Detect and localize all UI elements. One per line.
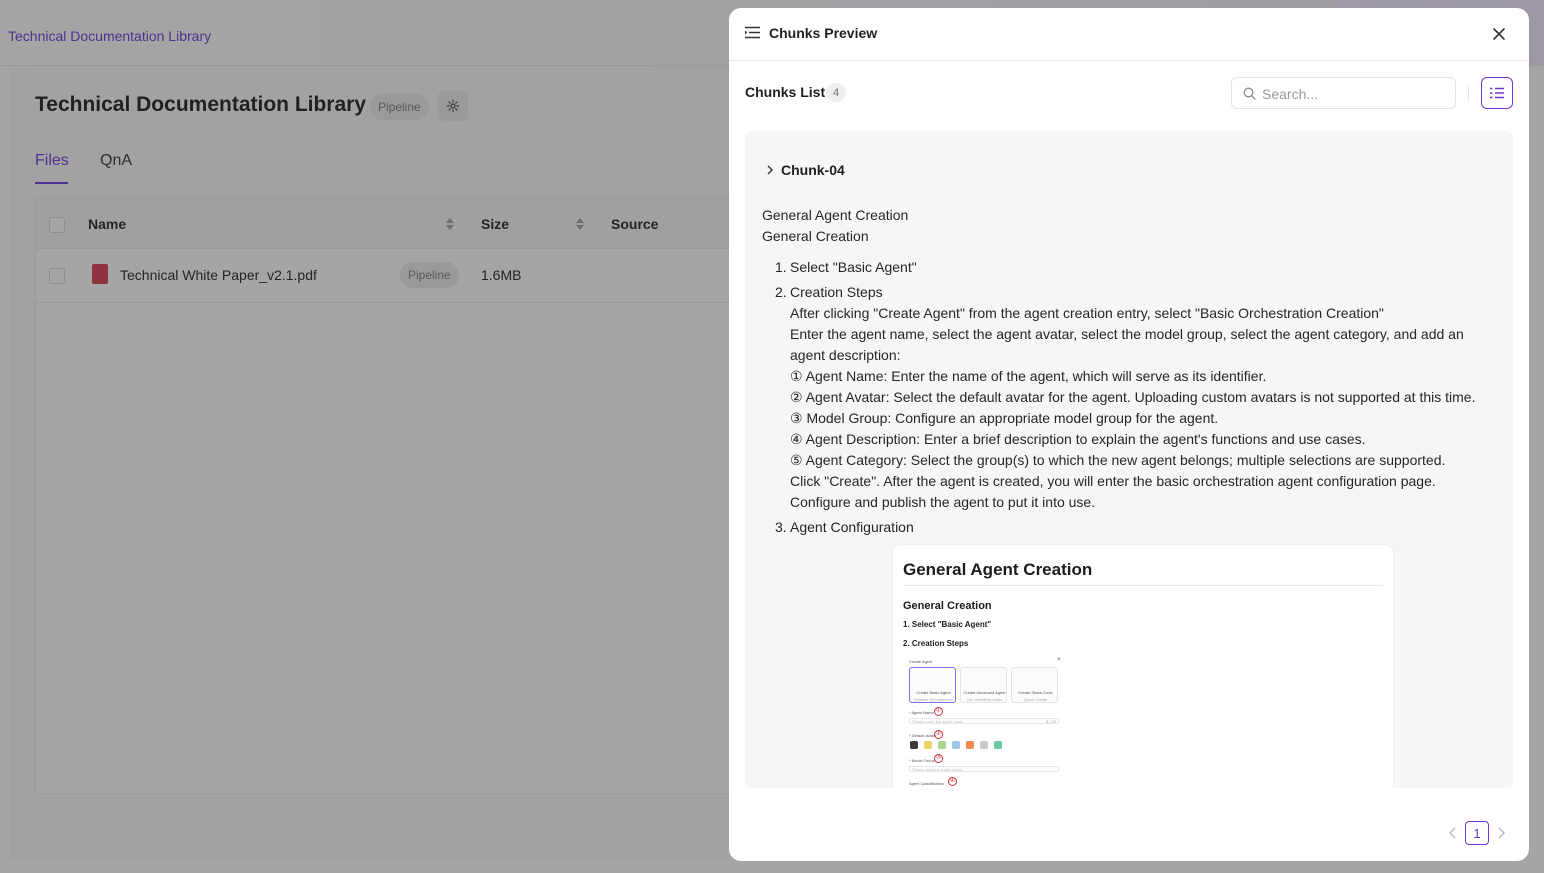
chunk-heading-1: General Agent Creation	[762, 207, 909, 223]
chevron-right-icon[interactable]	[1496, 827, 1506, 839]
chevron-right-icon	[765, 165, 775, 175]
page-1-button[interactable]: 1	[1465, 821, 1489, 845]
image-create-agent-dialog: Create Agent × Create Basic Agent Suitable for beginners Create Advanced Agent Use Workflow mode Create Share Code Quick Create * Agent Name ① Please enter the agent name 0 / 20 * Default avatar ② * Model Group ③ Please select a model group Agent Classification ④	[907, 657, 1063, 788]
list-item: 3. Agent Configuration	[775, 519, 914, 535]
chunk-name: Chunk-04	[781, 162, 845, 178]
chevron-left-icon[interactable]	[1448, 827, 1458, 839]
drawer-header	[729, 8, 1529, 61]
chunk-search	[1231, 77, 1456, 109]
breadcrumb[interactable]: Technical Documentation Library	[8, 28, 212, 44]
file-name[interactable]: Technical White Paper_v2.1.pdf	[120, 267, 317, 283]
chunk-content-panel	[745, 131, 1513, 788]
chunk-heading-2: General Creation	[762, 228, 869, 244]
column-size[interactable]: Size	[481, 216, 510, 232]
chunks-list-label: Chunks List	[745, 84, 826, 100]
list-item: 1. Select "Basic Agent"	[775, 259, 917, 275]
tab-files[interactable]: Files	[35, 152, 69, 169]
close-icon[interactable]	[1491, 26, 1507, 42]
chunk-text	[762, 205, 1502, 542]
tab-qna[interactable]: QnA	[100, 152, 133, 169]
chunk-count-badge: 4	[826, 83, 846, 102]
search-input[interactable]	[1262, 84, 1447, 104]
file-size: 1.6MB	[481, 267, 522, 283]
list-icon	[745, 26, 760, 39]
column-source: Source	[611, 216, 659, 232]
chunks-preview-drawer	[729, 8, 1529, 861]
search-icon	[1243, 87, 1256, 100]
pagination	[729, 821, 1529, 845]
page-title: Technical Documentation Library	[35, 93, 367, 116]
drawer-title: Chunks Preview	[769, 25, 878, 41]
library-type-badge: Pipeline	[370, 94, 429, 120]
column-name[interactable]: Name	[88, 216, 127, 232]
chunk-expand-toggle[interactable]	[765, 162, 845, 178]
list-view-icon	[1490, 87, 1504, 99]
view-mode-button[interactable]	[1481, 77, 1513, 109]
chunk-ordered-list	[775, 257, 1502, 538]
file-type-badge: Pipeline	[400, 262, 459, 288]
list-item: 2. Creation Steps After clicking "Create Agent" from the agent creation entry, select "Basic Orchestration Creation" Enter the agent name, select the agent avatar, select the model group, select the agent category, and add an agent description: ① Agent Name: Enter the name of the agent, which will serve as its identifier. ② Agent Avatar: Select the default avatar for the agent. Uploading custom avatars is not supported at this time. ③ Model Group: Configure an appropriate model group for the agent. ④ Agent Description: Enter a brief description to explain the agent's functions and use cases. ⑤ Agent Category: Select the group(s) to which the new agent belongs; multiple selections are supported. Click "Create". After the agent is created, you will enter the basic orchestration agent configuration page. Configure and publish the agent to put it into use.	[775, 284, 1476, 510]
divider	[1468, 85, 1469, 101]
chunk-image: General Agent Creation General Creation 1. Select "Basic Agent" 2. Creation Steps Create Agent × Create Basic Agent Suitable for beginners Create Advanced Agent Use Workflow mode Create Share Code Quick Create * Agent Name ① Please enter the agent name 0 / 20 * Default avatar ② * Model Group ③ Please select a model group Agent Classification ④	[893, 545, 1393, 788]
